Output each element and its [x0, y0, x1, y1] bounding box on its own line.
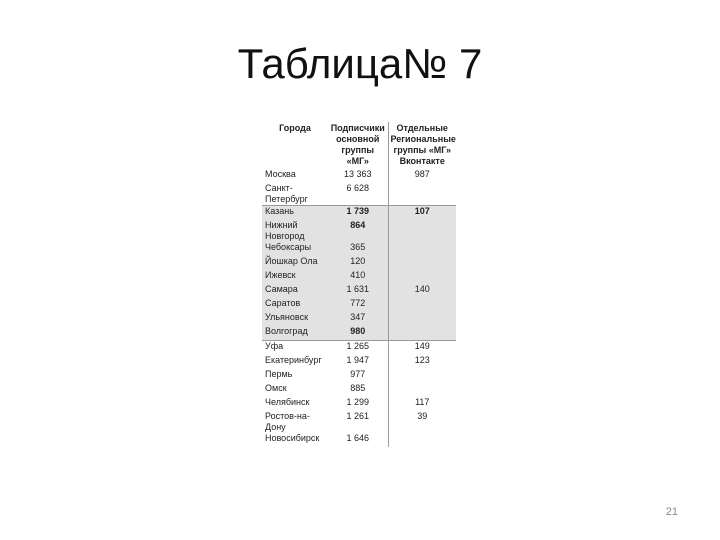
main-group-cell: 13 363 — [343, 169, 372, 179]
table-row — [262, 298, 456, 312]
main-group-cell: 1 947 — [346, 355, 370, 365]
table-row — [262, 284, 456, 298]
city-cell: Чебоксары — [262, 242, 328, 256]
table-row — [262, 206, 456, 221]
subscribers-table — [262, 122, 456, 447]
table-body — [262, 169, 456, 447]
page-number: 21 — [665, 506, 678, 518]
regional-group-cell — [388, 383, 456, 397]
city-cell: Нижний Новгород — [262, 220, 328, 242]
regional-group-cell: 39 — [388, 411, 456, 433]
regional-group-cell — [388, 256, 456, 270]
regional-group-cell — [388, 270, 456, 284]
table-header-row — [262, 122, 456, 169]
city-cell: Омск — [265, 383, 287, 393]
city-cell: Пермь — [265, 369, 293, 379]
main-group-cell: 1 261 — [346, 411, 370, 421]
table-row — [262, 397, 456, 411]
table-row — [262, 369, 456, 383]
table-row — [262, 312, 456, 326]
regional-group-cell: 107 — [388, 206, 456, 221]
data-table — [262, 122, 456, 447]
city-cell: Екатеринбург — [265, 355, 322, 365]
header-main-group: Подписчики основной группы «МГ» — [330, 123, 385, 166]
main-group-cell: 1 646 — [346, 433, 370, 443]
city-cell: Санкт-Петербург — [265, 183, 308, 204]
city-cell: Волгоград — [262, 326, 328, 341]
main-group-cell: 410 — [328, 270, 388, 284]
city-cell: Ижевск — [262, 270, 328, 284]
table-row — [262, 411, 456, 433]
main-group-cell: 1 631 — [328, 284, 388, 298]
main-group-cell: 885 — [350, 383, 366, 393]
table-row — [262, 341, 456, 356]
table-row — [262, 256, 456, 270]
city-cell: Казань — [262, 206, 328, 221]
city-cell: Челябинск — [265, 397, 310, 407]
main-group-cell: 977 — [350, 369, 366, 379]
main-group-cell: 1 299 — [346, 397, 370, 407]
header-cities: Города — [279, 123, 311, 133]
city-cell: Саратов — [262, 298, 328, 312]
header-regional-groups: Отдельные Региональные группы «МГ» Вконтакте — [388, 122, 456, 169]
table-row — [262, 355, 456, 369]
main-group-cell: 980 — [328, 326, 388, 341]
main-group-cell: 1 265 — [346, 341, 370, 351]
city-cell: Новосибирск — [265, 433, 320, 443]
regional-group-cell: 140 — [388, 284, 456, 298]
city-cell: Ульяновск — [262, 312, 328, 326]
regional-group-cell — [388, 242, 456, 256]
main-group-cell: 772 — [328, 298, 388, 312]
city-cell: Самара — [262, 284, 328, 298]
city-cell: Йошкар Ола — [262, 256, 328, 270]
city-cell: Уфа — [265, 341, 284, 351]
main-group-cell: 6 628 — [346, 183, 370, 193]
main-group-cell: 120 — [328, 256, 388, 270]
table-row — [262, 183, 456, 206]
table-row — [262, 220, 456, 242]
table-row — [262, 326, 456, 341]
main-group-cell: 365 — [328, 242, 388, 256]
main-group-cell: 347 — [328, 312, 388, 326]
regional-group-cell — [388, 298, 456, 312]
regional-group-cell: 149 — [388, 341, 456, 356]
regional-group-cell — [388, 326, 456, 341]
table-row — [262, 270, 456, 284]
table-row — [262, 433, 456, 447]
city-cell: Москва — [265, 169, 296, 179]
regional-group-cell — [388, 183, 456, 206]
regional-group-cell — [388, 433, 456, 447]
regional-group-cell: 117 — [388, 397, 456, 411]
regional-group-cell — [388, 369, 456, 383]
slide-title: Таблица№ 7 — [237, 40, 483, 87]
city-cell: Ростов-на-Дону — [265, 411, 310, 432]
main-group-cell: 864 — [328, 220, 388, 242]
main-group-cell: 1 739 — [328, 206, 388, 221]
regional-group-cell — [388, 220, 456, 242]
regional-group-cell — [388, 312, 456, 326]
regional-group-cell: 123 — [388, 355, 456, 369]
table-row — [262, 169, 456, 183]
table-row — [262, 383, 456, 397]
table-row — [262, 242, 456, 256]
regional-group-cell: 987 — [388, 169, 456, 183]
